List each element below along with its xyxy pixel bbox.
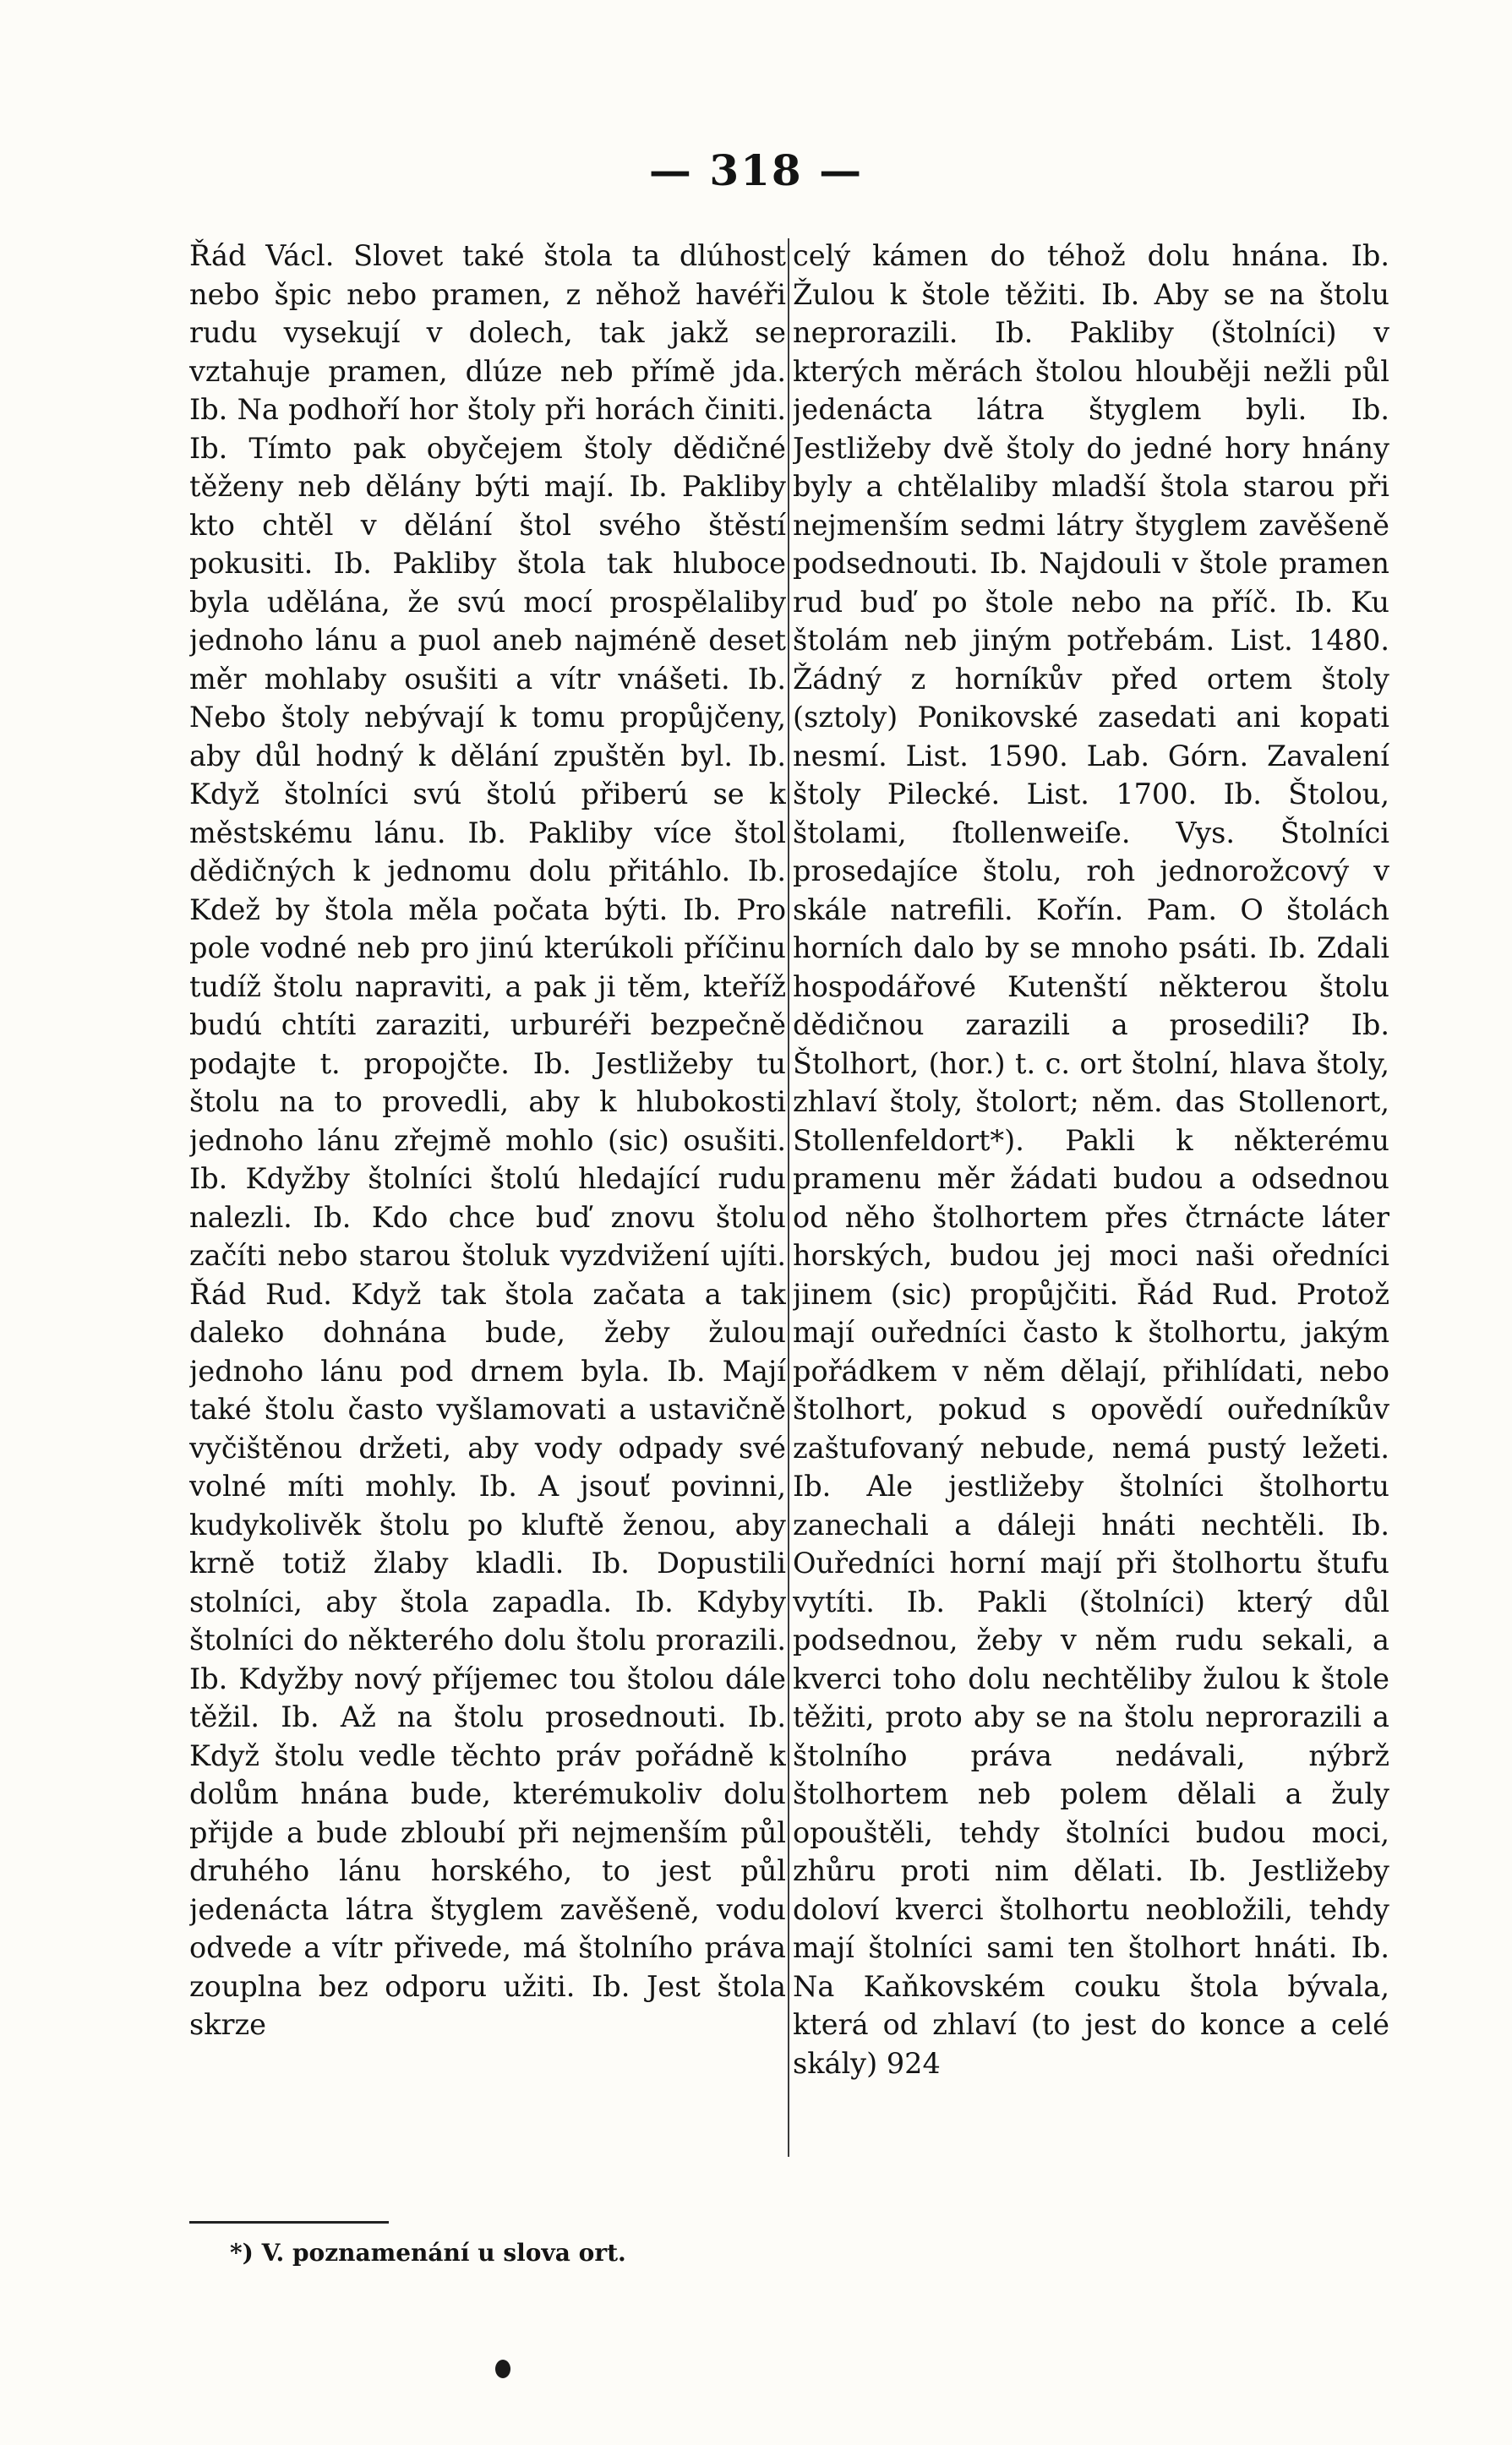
right-column-text: celý kámen do téhož dolu hnána. Ib. Žulou k štole těžiti. Ib. Aby se na štolu neprorazili. Ib. Pakliby (štolníci) v kterých měrách štolou hlouběji nežli půl jedenácta látra štyglem byli. Ib. Jestližeby dvě štoly do jedné hory hnány byly a chtělaliby mladší štola starou při nejmenším sedmi látry štyglem zavěšeně podsednouti. Ib. Najdouli v štole pramen rud buď po štole nebo na příč. Ib. Ku štolám neb jiným potřebám. List. 1480. Žádný z horníkův před ortem štoly (sztoly) Ponikovské zasedati ani kopati nesmí. List. 1590. Lab. Górn. Zavalení štoly Pilecké. List. 1700. Ib. Štolou, štolami, ſtollenweiſe. Vys. Štolníci prosedajíce štolu, roh jednorožcový v skále natrefili. Kořín. Pam. O štolách horních dalo by se mnoho psáti. Ib. Zdali hospodářové Kutenští některou štolu dědičnou zarazili a prosedili? Ib. Štolhort, (hor.) t. c. ort štolní, hlava štoly, zhlaví štoly, štolort; něm. das Stollenort, Stollenfeldort*). Pakli k některému pramenu měr žádati budou a odsednou od něho štolhortem přes čtrnácte láter horských, budou jej moci naši oředníci jinem (sic) propůjčiti. Řád Rud. Protož mají ouředníci často k štolhortu, jakým pořádkem v něm dělají, přihlídati, nebo štolhort, pokud s opovědí ouředníkův zaštufovaný nebude, nemá pustý ležeti. Ib. Ale jestližeby štolníci štolhortu zanechali a dáleji hnáti nechtěli. Ib. Ouředníci horní mají při štolhortu štufu vytíti. Ib. Pakli (štolníci) který důl podsednou, žeby v něm rudu sekali, a kverci toho dolu nechtěliby žulou k štole těžiti, proto aby se na štolu neprorazili a štolního práva nedávali, nýbrž štolhortem neb polem dělali a žuly opouštěli, tehdy štolníci budou moci, zhůru proti nim dělati. Ib. Jestližeby doloví kverci štolhortu neobložili, tehdy mají štolníci sami ten štolhort hnáti. Ib. Na Kaňkovském couku štola bývala, která od zhlaví (to jest do konce a celé skály) 924 <box>793 239 1389 2080</box>
column-divider <box>788 238 789 2157</box>
ink-spot <box>495 2360 510 2378</box>
footnote: *) V. poznamenání u slova ort. <box>230 2239 626 2267</box>
page-number: — 318 — <box>648 145 864 195</box>
footnote-rule <box>189 2221 389 2224</box>
right-column <box>793 237 1389 2160</box>
left-column <box>189 237 786 2160</box>
left-column-text: Řád Václ. Slovet také štola ta dlúhost nebo špic nebo pramen, z něhož havéři rudu vysekují v dolech, tak jakž se vztahuje pramen, dlúze neb přímě jda. Ib. Na podhoří hor štoly při horách činiti. Ib. Tímto pak obyčejem štoly dědičné těženy neb dělány býti mají. Ib. Pakliby kto chtěl v dělání štol svého štěstí pokusiti. Ib. Pakliby štola tak hluboce byla udělána, že svú mocí prospělaliby jednoho lánu a puol aneb najméně deset měr mohlaby osušiti a vítr vnášeti. Ib. Nebo štoly nebývají k tomu propůjčeny, aby důl hodný k dělání zpuštěn byl. Ib. Když štolníci svú štolú přiberú se k městskému lánu. Ib. Pakliby více štol dědičných k jednomu dolu přitáhlo. Ib. Kdež by štola měla počata býti. Ib. Pro pole vodné neb pro jinú kterúkoli příčinu tudíž štolu napraviti, a pak ji těm, kteříž budú chtíti zaraziti, urburéři bezpečně podajte t. propojčte. Ib. Jestližeby tu štolu na to provedli, aby k hlubokosti jednoho lánu zřejmě mohlo (sic) osušiti. Ib. Kdyžby štolníci štolú hledající rudu nalezli. Ib. Kdo chce buď znovu štolu začíti nebo starou štoluk vyzdvižení ujíti. Řád Rud. Když tak štola začata a tak daleko dohnána bude, žeby žulou jednoho lánu pod drnem byla. Ib. Mají také štolu často vyšlamovati a ustavičně vyčištěnou držeti, aby vody odpady své volné míti mohly. Ib. A jsouť povinni, kudykolivěk štolu po kluftě ženou, aby krně totiž žlaby kladli. Ib. Dopustili stolníci, aby štola zapadla. Ib. Kdyby štolníci do některého dolu štolu prorazili. Ib. Kdyžby nový příjemec tou štolou dále těžil. Ib. Až na štolu prosednouti. Ib. Když štolu vedle těchto práv pořádně k dolům hnána bude, kterémukoliv dolu přijde a bude zbloubí při nejmenším půl druhého lánu horského, to jest půl jedenácta látra štyglem zavěšeně, vodu odvede a vítr přivede, má štolního práva zouplna bez odporu užiti. Ib. Jest štola skrze <box>189 239 786 2041</box>
